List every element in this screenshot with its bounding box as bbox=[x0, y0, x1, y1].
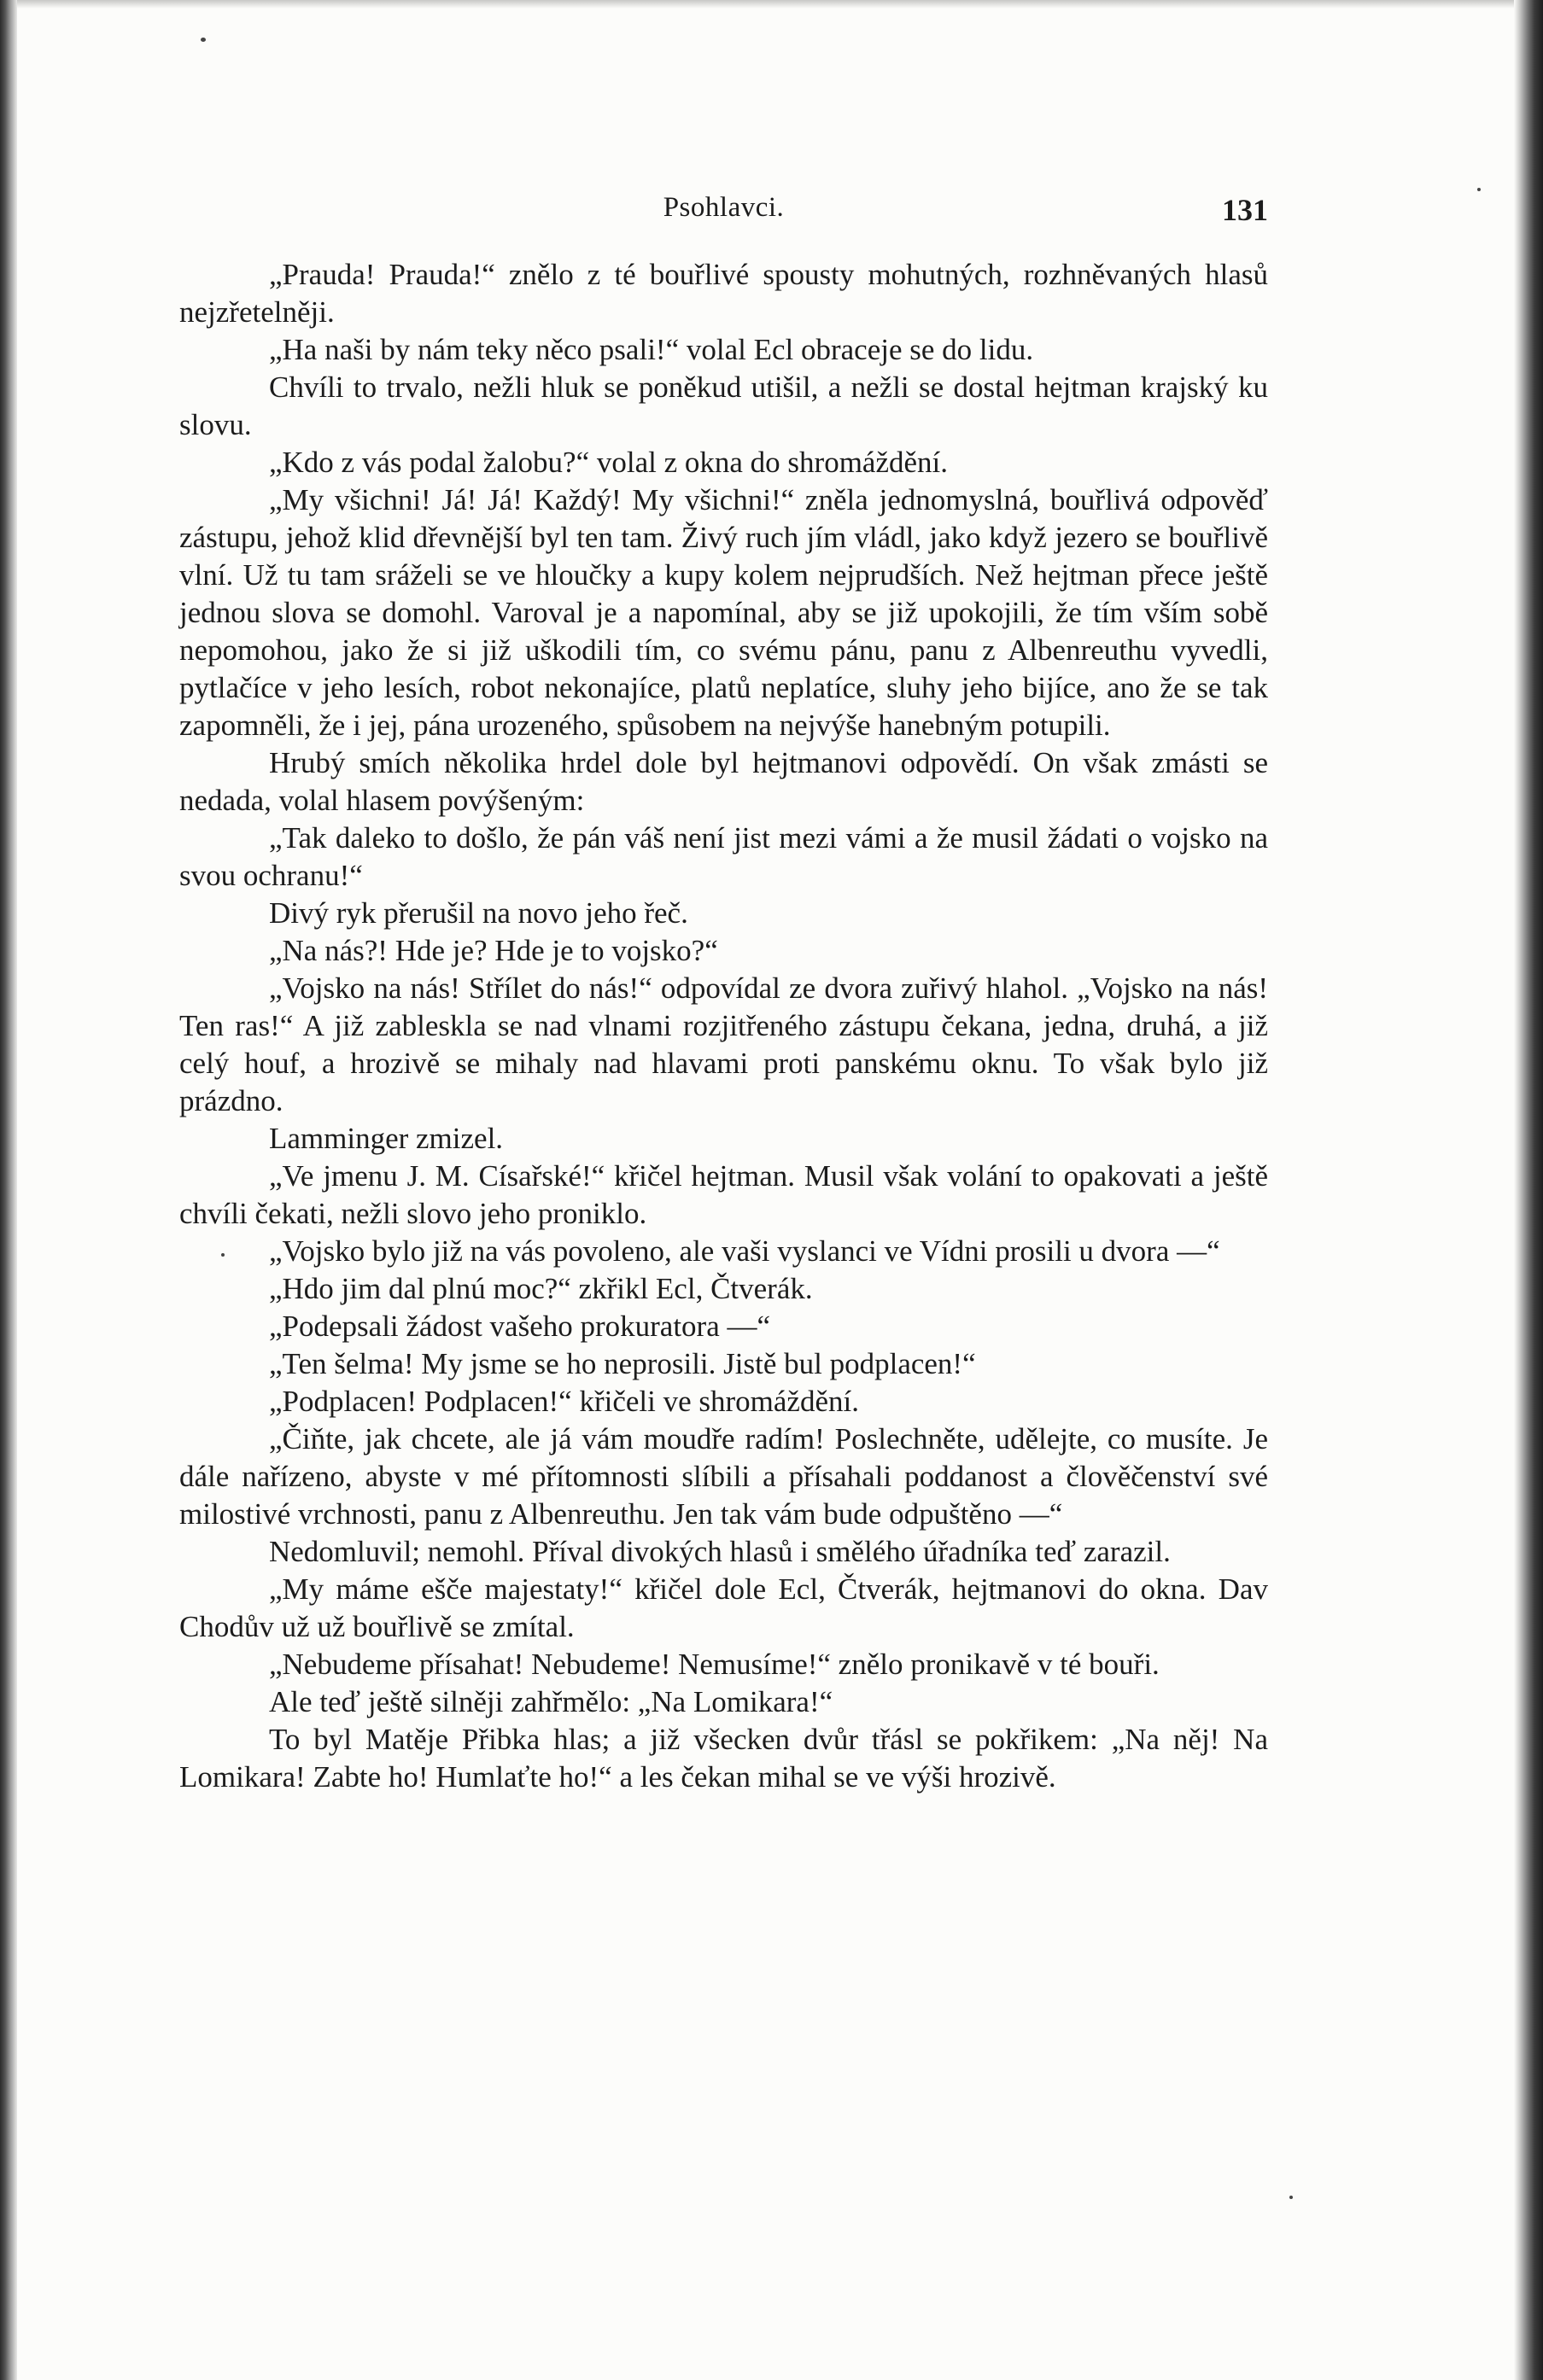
page-top-shadow bbox=[0, 0, 1543, 9]
paragraph: „Vojsko na nás! Střílet do nás!“ odpovídal ze dvora zuřivý hlahol. „Vojsko na nás! Ten ras!“ A již zablesklа se nad vlnami rozjitřeného zástupu čekana, jedna, druhá, a již celý houf, a hrozivě se mihaly nad hlavami proti panskému oknu. To však bylo již prázdno. bbox=[179, 971, 1268, 1117]
paragraph: „Podepsali žádost vašeho prokuratora —“ bbox=[269, 1310, 771, 1343]
page-header bbox=[179, 192, 1268, 243]
page-left-edge bbox=[0, 0, 17, 2380]
body-text bbox=[179, 256, 1268, 1796]
paragraph: „Hdo jim dal plnú moc?“ zkřikl Ecl, Čtverák. bbox=[269, 1272, 813, 1305]
paragraph: Hrubý smích několika hrdel dole byl hejtmanovi odpovědí. On však zmásti se nedada, volal hlasem povýšeným: bbox=[179, 746, 1268, 817]
page-number: 131 bbox=[1222, 193, 1268, 227]
running-title: Psohlavci. bbox=[663, 192, 785, 223]
paragraph: „Prauda! Prauda!“ znělo z té bouřlivé spousty mohutných, rozhněvaných hlasů nejzřetelněji. bbox=[179, 258, 1268, 329]
paragraph: Divý ryk přerušil na novo jeho řeč. bbox=[269, 896, 688, 930]
page-right-edge bbox=[1514, 0, 1543, 2380]
paragraph: Chvíli to trvalo, nežli hluk se poněkud utišil, a nežli se dostal hejtman krajský ku slovu. bbox=[179, 370, 1268, 441]
paragraph: „My máme ešče majestaty!“ křičel dole Ecl, Čtverák, hejtmanovi do okna. Dav Chodův už už bouřlivě se zmítal. bbox=[179, 1572, 1268, 1643]
paragraph: „Ten šelma! My jsme se ho neprosili. Jistě bul podplacen!“ bbox=[269, 1347, 976, 1380]
paragraph: „Vojsko bylo již na vás povoleno, ale vaši vyslanci ve Vídni prosili u dvora —“ bbox=[269, 1234, 1220, 1268]
paragraph: „My všichni! Já! Já! Každý! My všichni!“ zněla jednomyslná, bouřlivá odpověď zástupu, jehož klid dřevnější byl ten tam. Živý ruch jím vládl, jako když jezero se bouřlivě vlní. Už tu tam sráželi se ve hloučky a kupy kolem nejprudších. Než hejtman přece ještě jednou slova se domohl. Varoval je a napomínal, aby se již upokojili, že tím vším sobě nepomohou, jako že si již uškodili tím, co svému pánu, panu z Albenreuthu vyvedli, pytlačíce v jeho lesích, robot nekonajíce, platů neplatíce, sluhy jeho bijíce, ano že se tak zapomněli, že i jej, pána urozeného, spůsobem na nejvýše hanebným potupili. bbox=[179, 483, 1268, 742]
paragraph: To byl Matěje Přibka hlas; a již všecken dvůr třásl se pokřikem: „Na něj! Na Lomikara! Zabte ho! Humlaťte ho!“ a les čekan mihal se ve výši hrozivě. bbox=[179, 1723, 1268, 1794]
paragraph: Lamminger zmizel. bbox=[269, 1122, 504, 1155]
paragraph: Nedomluvil; nemohl. Příval divokých hlasů i smělého úřadníka teď zarazil. bbox=[269, 1535, 1171, 1568]
paragraph: „Nebudeme přísahat! Nebudeme! Nemusíme!“ znělo pronikavě v té bouři. bbox=[269, 1648, 1160, 1681]
paragraph: „Na nás?! Hde je? Hde je to vojsko?“ bbox=[269, 934, 718, 967]
paragraph: „Kdo z vás podal žalobu?“ volal z okna do shromáždění. bbox=[269, 446, 949, 479]
paragraph: „Čiňte, jak chcete, ale já vám moudře radím! Poslechněte, udělejte, co musíte. Je dále nařízeno, abyste v mé přítomnosti slíbili a přísahali poddanost a člověčenství své milostivé vrchnosti, panu z Albenreuthu. Jen tak vám bude odpuštěno —“ bbox=[179, 1422, 1268, 1531]
scan-speck bbox=[201, 38, 206, 42]
scan-speck bbox=[1289, 2196, 1293, 2199]
paragraph: „Tak daleko to došlo, že pán váš není jist mezi vámi a že musil žádati o vojsko na svou ochranu!“ bbox=[179, 821, 1268, 892]
page-content bbox=[179, 192, 1268, 1796]
paragraph: Ale teď ještě silněji zahřmělo: „Na Lomikara!“ bbox=[269, 1685, 833, 1718]
paragraph: „Ve jmenu J. M. Císařské!“ křičel hejtman. Musil však volání to opakovati a ještě chvíli čekati, nežli slovo jeho proniklo. bbox=[179, 1159, 1268, 1230]
paragraph: „Ha naši by nám teky něco psali!“ volal Ecl obraceje se do lidu. bbox=[269, 333, 1034, 366]
scan-speck bbox=[1477, 188, 1481, 191]
paragraph: „Podplacen! Podplacen!“ křičeli ve shromáždění. bbox=[269, 1385, 859, 1418]
